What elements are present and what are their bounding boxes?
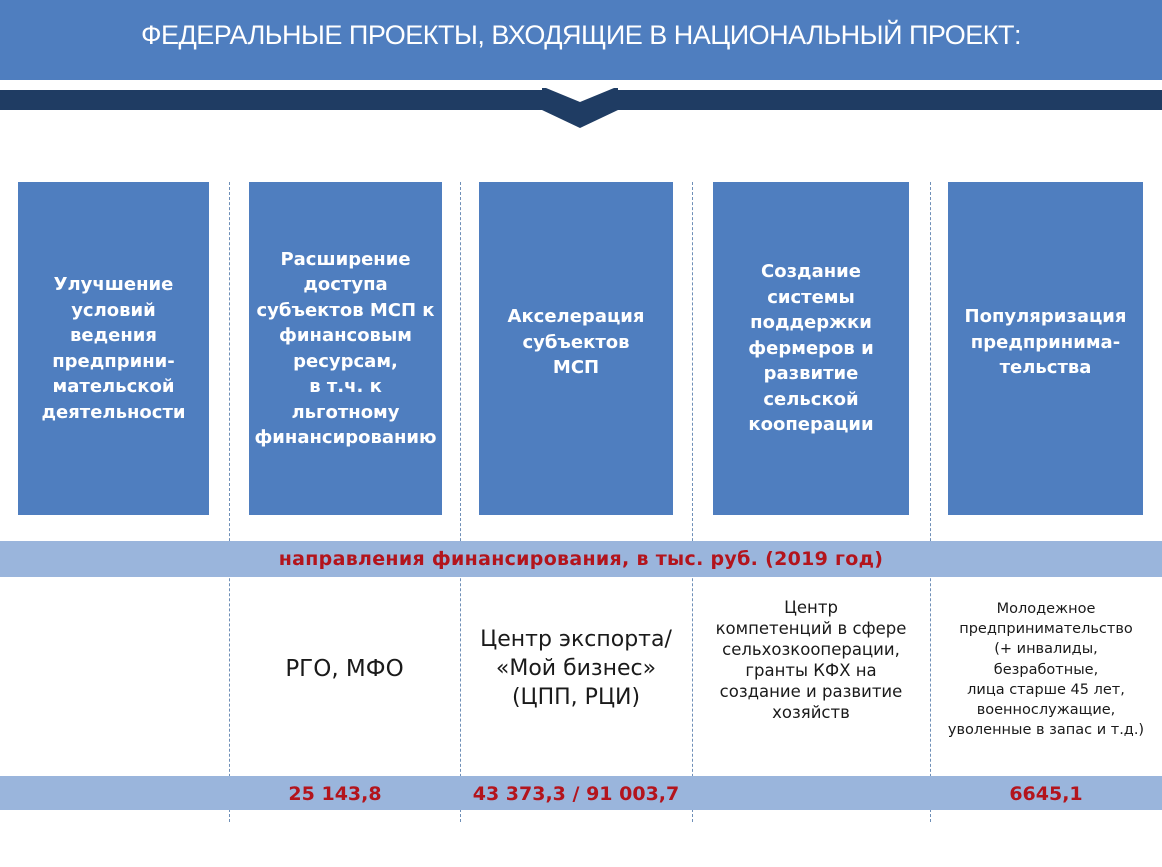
funding-amount: 25 143,8	[288, 783, 382, 805]
project-card-3	[479, 182, 673, 515]
page-header	[0, 0, 1162, 80]
funding-label: направления финансирования, в тыс. руб. (2019 год)	[278, 548, 884, 570]
header-notch	[540, 88, 620, 130]
column-divider	[692, 182, 693, 822]
funding-direction: РГО, МФО	[285, 656, 404, 682]
funding-amount: 43 373,3 / 91 003,7	[472, 783, 680, 805]
funding-direction: Центр компетенций в сфере сельхозкооперации, гранты КФХ на создание и развитие хозяйств	[715, 598, 907, 722]
page-title: ФЕДЕРАЛЬНЫЕ ПРОЕКТЫ, ВХОДЯЩИЕ В НАЦИОНАЛЬНЫЙ ПРОЕКТ:	[140, 19, 1022, 50]
funding-label-strip	[0, 541, 1162, 577]
funding-amount: 6645,1	[1009, 783, 1083, 805]
project-card-title: Популяризация предпринима- тельства	[964, 306, 1127, 379]
funding-direction: Центр экспорта/ «Мой бизнес» (ЦПП, РЦИ)	[480, 627, 672, 710]
project-card-2	[249, 182, 442, 515]
project-card-title: Улучшение условий ведения предприни- мательской деятельности	[41, 274, 186, 423]
project-card-4	[713, 182, 909, 515]
project-card-title: Акселерация субъектов МСП	[507, 306, 645, 379]
project-card-1	[18, 182, 209, 515]
column-divider	[229, 182, 230, 822]
project-card-5	[948, 182, 1143, 515]
project-card-title: Создание системы поддержки фермеров и развитие сельской кооперации	[748, 261, 874, 436]
project-card-title: Расширение доступа субъектов МСП к финансовым ресурсам, в т.ч. к льготному финансированию	[254, 248, 437, 448]
column-divider	[460, 182, 461, 822]
funding-direction: Молодежное предпринимательство (+ инвалиды, безработные, лица старше 45 лет, военнослужащие, уволенные в запас и т.д.)	[947, 601, 1145, 739]
